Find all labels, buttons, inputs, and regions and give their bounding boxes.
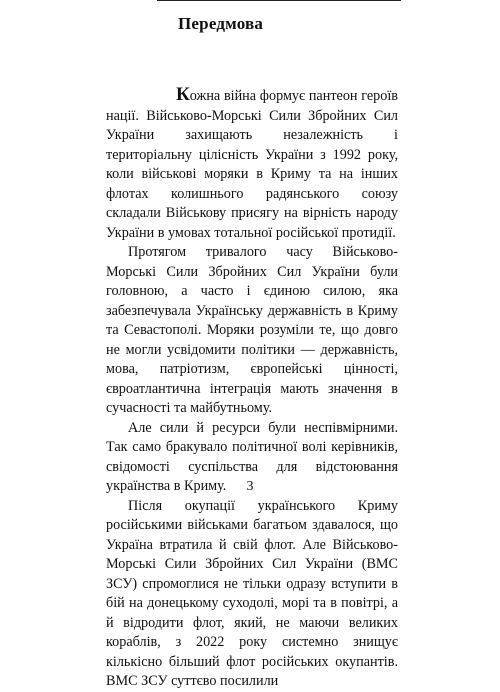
paragraph-4: Після окупації українського Криму російськими військами багатьом здавалося, що Україна втратила й свій флот. Але Військово-Морські Сили Збройних Сил України (ВМС ЗСУ) спромоглися не тільки одразу вступити в бій на донецькому суходолі, морі та в повітрі, а й відродити флот, який, не маючи великих кораблів, з 2022 року системно знищує кількісно більший флот російських окупантів. ВМС ЗСУ суттєво посилили <box>106 497 398 689</box>
top-rule <box>157 0 401 1</box>
page-title: Передмова <box>178 14 264 33</box>
paragraph-2: Протягом тривалого часу Військово-Морські Сили Збройних Сил України були головною, а часто і єдиною силою, яка забезпечувала Українську державність в Криму та Севастополі. Моряки розуміли те, що довго не могли усвідомити політики — державність, мова, патріотизм, європейські цінності, євроатлантична інтеграція мають значення в сучасності та майбутньому. <box>106 244 398 416</box>
paragraph-3: Але сили й ресурси були неспівмірними. Так само бракувало політичної волі керівників, свідомості суспільства для відстоювання українства в Криму. <box>106 419 398 494</box>
page-number: 3 <box>246 479 254 494</box>
dropcap-letter: К <box>176 84 190 105</box>
paragraph-1-text: ожна війна формує пантеон героїв нації. Військово-Морські Сили Збройних Сил України захищають незалежність і територіальну цілісність України з 1992 року, коли військові моряки в Криму та на інших флотах колишнього радянського союзу складали Військову присягу на вірність народу України в умовах тотальної російської протидії. <box>106 88 398 241</box>
body-text <box>106 85 398 692</box>
paragraph-1 <box>106 85 398 243</box>
